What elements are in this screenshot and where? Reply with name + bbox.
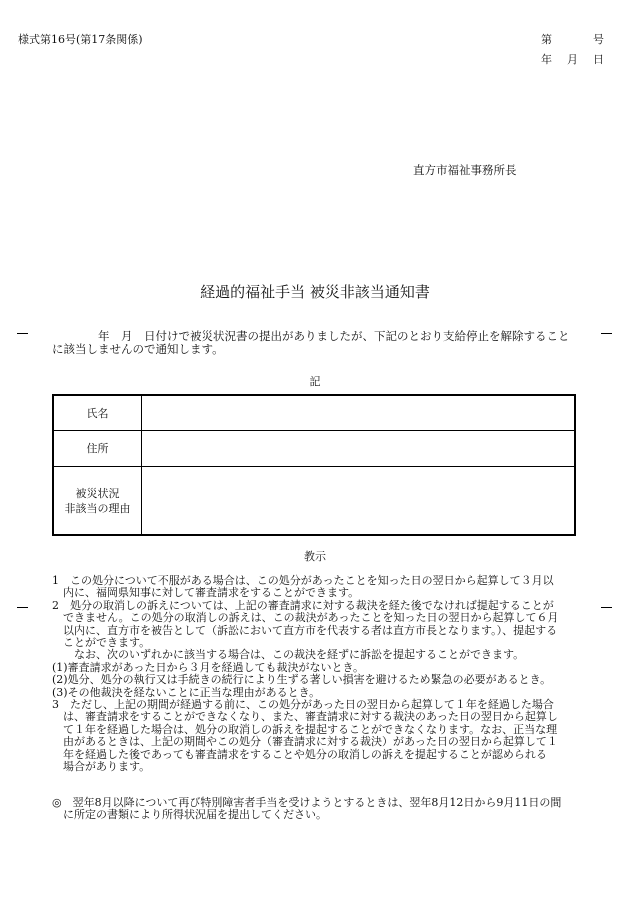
label-name: 氏名: [86, 406, 109, 420]
fold-mark-left-upper: [17, 333, 28, 334]
issuer-name: 直方市福祉事務所長: [413, 163, 517, 177]
kyoji-line: 以内に、直方市を被告として（訴訟において直方市を代表する者は直方市長となります。）、提起する: [52, 623, 558, 637]
kyoji-line: 1 この処分について不服がある場合は、この処分があったことを知った日の翌日から起算して３月以: [52, 574, 554, 587]
kyoji-line: て１年を経過した場合は、処分の取消しの訴えを提起することができなくなります。なお、正当な理: [52, 722, 558, 736]
kyoji-line: (1)審査請求があった日から３月を経過しても裁決がないとき。: [52, 660, 365, 674]
kyoji-line: 内に、福岡県知事に対して審査請求をすることができます。: [52, 586, 360, 600]
note-text: [52, 797, 561, 822]
table-row-address: [54, 431, 574, 467]
kyoji-line: 3 ただし、上記の期間が経過する前に、この処分があった日の翌日から起算して１年を経過した場合: [52, 698, 554, 712]
kyoji-heading: 教示: [304, 550, 326, 563]
label-non-applicable-reason: 非該当の理由: [64, 501, 131, 515]
value-cell-name: [142, 396, 574, 430]
kyoji-line: ことができます。: [52, 636, 151, 650]
kyoji-line: 由があるときは、上記の期間やこの処分（審査請求に対する裁決）があった日の翌日から起算して１: [52, 735, 558, 749]
kyoji-line: できません。この処分の取消しの訴えは、この裁決があったことを知った日の翌日から起算して６月: [52, 611, 559, 625]
body-line: に該当しませんので通知します。: [52, 342, 224, 356]
fold-mark-left-lower: [17, 607, 28, 608]
kyoji-line: (3)その他裁決を経ないことに正当な理由があるとき。: [52, 685, 321, 699]
info-table: [52, 394, 576, 536]
body-paragraph: [52, 330, 570, 356]
document-title: 経過的福祉手当 被災非該当通知書: [200, 283, 430, 301]
kyoji-line: 年を経過した後であっても審査請求をすることや処分の取消しの訴えを提起することが認められる: [52, 747, 547, 761]
fold-mark-right-upper: [601, 333, 612, 334]
body-line: 年 月 日付けで被災状況書の提出がありましたが、下記のとおり支給停止を解除すること: [52, 329, 570, 343]
label-address: 住所: [86, 442, 109, 455]
kyoji-line: 場合があります。: [52, 760, 151, 774]
table-row-reason: [54, 467, 574, 534]
kyoji-line: (2)処分、処分の執行又は手続きの続行により生ずる著しい損害を避けるため緊急の必要があるとき。: [52, 673, 552, 687]
kyoji-text: [52, 575, 559, 774]
form-number: 様式第16号(第17条関係): [18, 33, 143, 46]
label-cell-address: [54, 431, 142, 466]
value-cell-reason: [142, 467, 574, 534]
note-line: に所定の書類により所得状況届を提出してください。: [52, 808, 327, 822]
kyoji-line: 2 処分の取消しの訴えについては、上記の審査請求に対する裁決を経た後でなければ提起することが: [52, 598, 554, 612]
label-cell-name: [54, 396, 142, 430]
fold-mark-right-lower: [601, 607, 612, 608]
value-cell-address: [142, 431, 574, 466]
label-cell-reason: [54, 467, 142, 534]
label-damage-status: 被災状況: [75, 486, 120, 500]
note-line: ◎ 翌年8月以降について再び特別障害者手当を受けようとするときは、翌年8月12日から9月11日の間: [52, 796, 562, 809]
ki-heading: 記: [309, 375, 321, 388]
table-row-name: [54, 396, 574, 431]
document-number: 第 号: [541, 33, 606, 46]
kyoji-line: は、審査請求をすることができなくなり、また、審査請求に対する裁決のあった日の翌日から起算し: [52, 710, 558, 724]
document-date: 年 月 日: [541, 53, 606, 66]
kyoji-line: なお、次のいずれかに該当する場合は、この裁決を経ずに訴訟を提起することができます。: [52, 648, 525, 662]
